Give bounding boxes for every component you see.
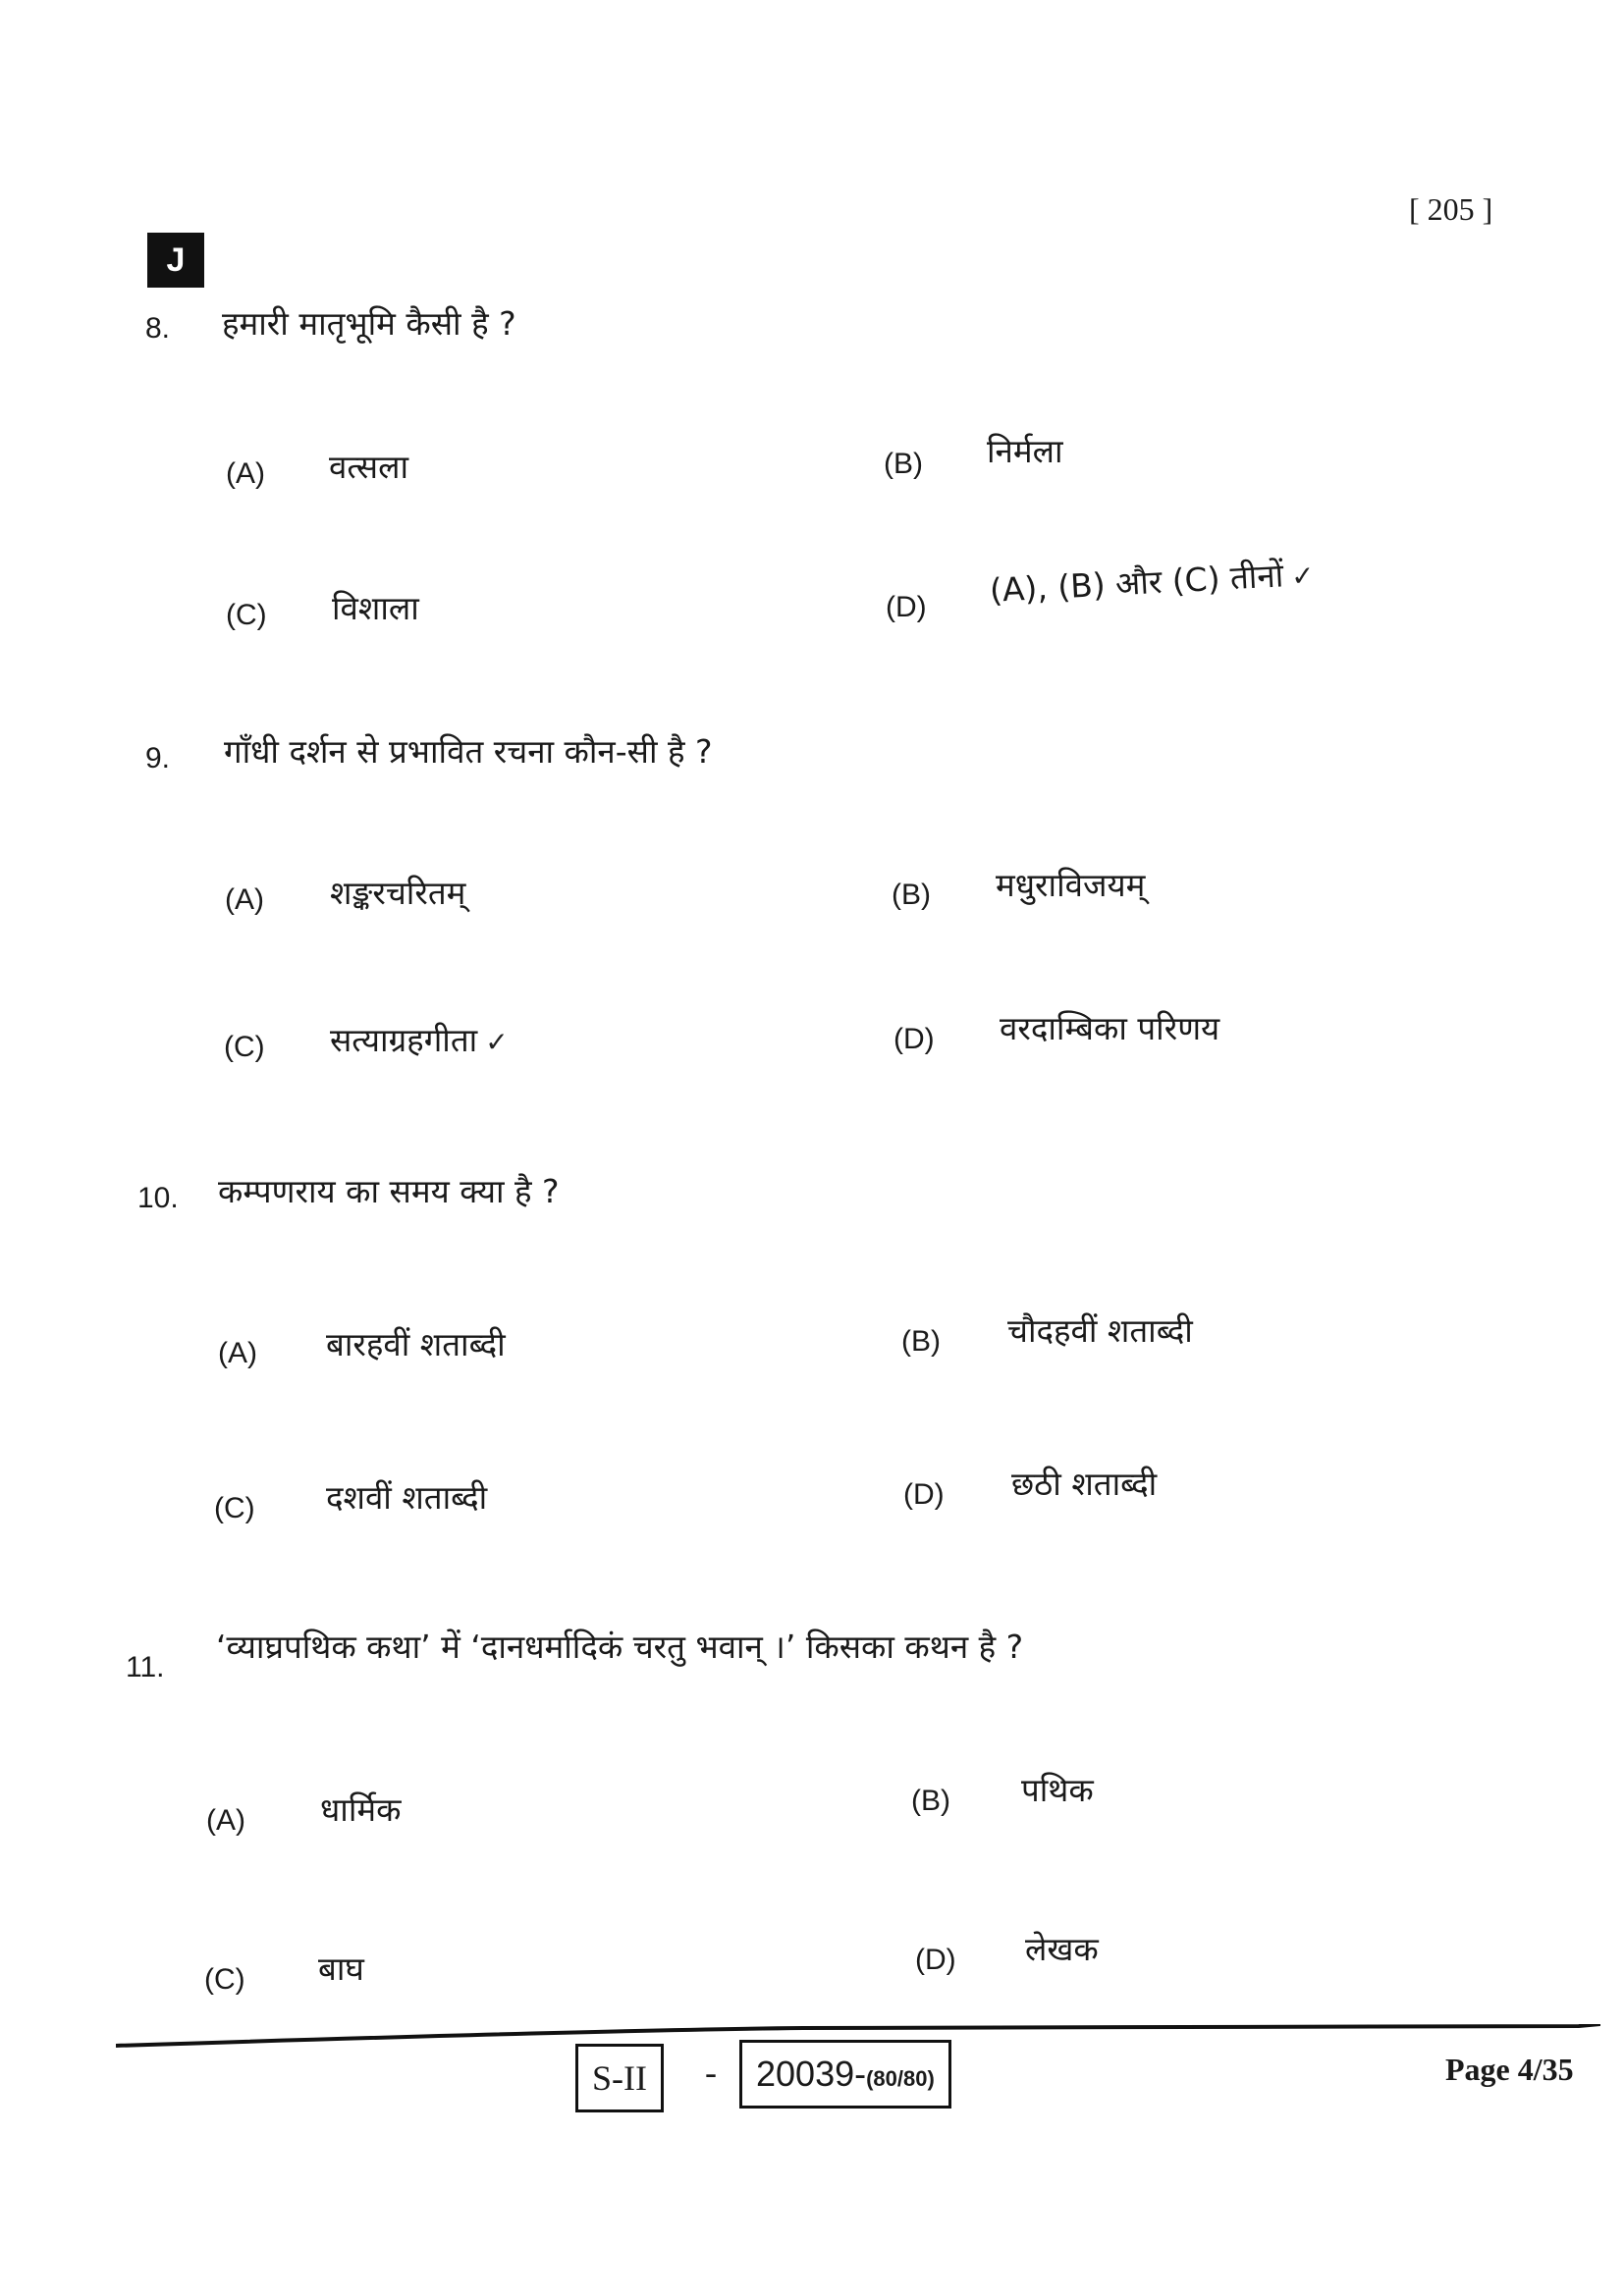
footer-separator: - (705, 2053, 717, 2092)
page-code: [ 205 ] (1409, 191, 1493, 227)
option-label: (C) (204, 1963, 245, 1996)
option-label: (A) (206, 1804, 245, 1837)
option-text: लेखक (1025, 1930, 1099, 1968)
option-label: (B) (911, 1785, 950, 1817)
option-label: (C) (224, 1031, 265, 1063)
option-label: (A) (218, 1337, 257, 1369)
paper-code: 20039- (756, 2054, 867, 2094)
option-label: (A) (225, 883, 264, 916)
page-number: Page 4/35 (1445, 2052, 1574, 2087)
option-label: (B) (892, 879, 931, 911)
question-text: हमारी मातृभूमि कैसी है ? (222, 304, 516, 343)
option-text: धार्मिक (320, 1790, 402, 1829)
option-text: छठी शताब्दी (1011, 1465, 1158, 1503)
check-mark-icon: ✓ (1290, 559, 1316, 593)
question-text: कम्पणराय का समय क्या है ? (218, 1172, 560, 1210)
option-text: वरदाम्बिका परिणय (1000, 1009, 1220, 1047)
option-text: चौदहवीं शताब्दी (1007, 1311, 1193, 1350)
question-number: 11. (126, 1651, 165, 1683)
option-text: मधुराविजयम् (996, 866, 1146, 904)
option-text: निर्मला (987, 432, 1063, 470)
option-text: विशाला (332, 589, 419, 627)
option-text: दशवीं शताब्दी (326, 1478, 488, 1517)
question-text: ‘व्याघ्रपथिक कथा’ में ‘दानधर्मादिकं चरतु भवान् ।’ किसका कथन है ? (216, 1628, 1024, 1666)
question-number: 8. (145, 312, 171, 345)
option-label: (D) (893, 1023, 935, 1055)
option-text: वत्सला (329, 448, 409, 486)
option-text: पथिक (1021, 1771, 1094, 1809)
option-text: बाघ (318, 1949, 364, 1988)
option-text: सत्याग्रहगीता (330, 1021, 478, 1059)
paper-code-suffix: (80/80) (866, 2066, 935, 2091)
option-label: (B) (901, 1325, 941, 1358)
option-label: (C) (214, 1492, 255, 1524)
option-label: (C) (226, 599, 267, 631)
set-letter-badge: J (147, 233, 204, 288)
option-label: (D) (915, 1944, 956, 1976)
option-label: (D) (886, 591, 927, 623)
option-text-marked (330, 1017, 509, 1061)
question-number: 9. (145, 742, 171, 774)
paper-code-box (739, 2040, 951, 2109)
series-box: S-II (575, 2044, 664, 2112)
check-mark-icon: ✓ (485, 1026, 509, 1058)
option-label: (B) (884, 448, 923, 480)
question-number: 10. (137, 1182, 179, 1214)
option-text: शङ्करचरितम् (330, 874, 466, 912)
option-label: (A) (226, 457, 265, 490)
option-text: (A), (B) और (C) तीनों (989, 556, 1285, 610)
question-text: गाँधी दर्शन से प्रभावित रचना कौन-सी है ? (224, 732, 713, 771)
option-text: बारहवीं शताब्दी (326, 1325, 506, 1363)
option-label: (D) (903, 1478, 945, 1511)
option-text-marked (989, 551, 1316, 612)
